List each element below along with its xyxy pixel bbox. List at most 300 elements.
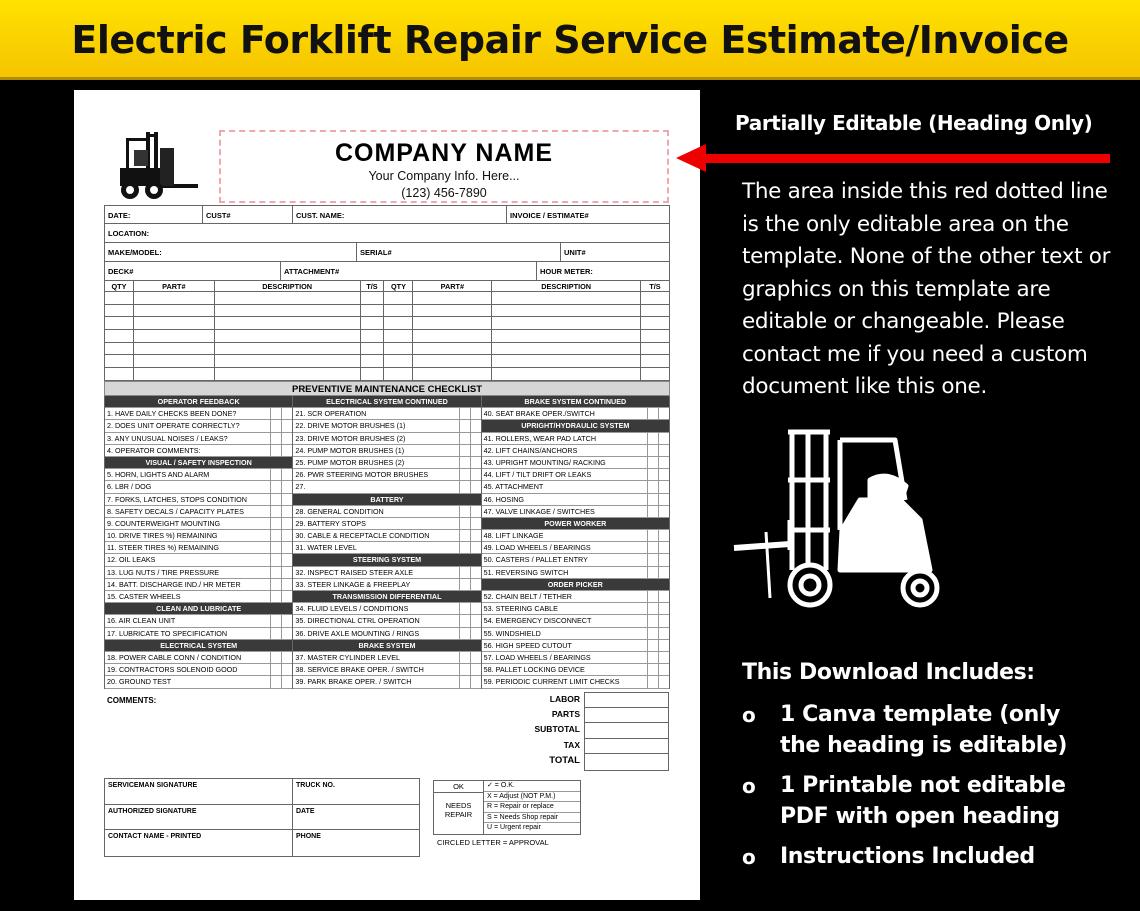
pm-item-text: ELECTRICAL SYSTEM CONTINUED	[326, 397, 448, 406]
parts-cell[interactable]	[105, 342, 134, 355]
parts-cell[interactable]	[214, 368, 360, 381]
parts-cell[interactable]	[133, 304, 214, 317]
parts-cell[interactable]	[384, 304, 413, 317]
pm-check-box[interactable]	[658, 652, 669, 663]
pm-check-box[interactable]	[459, 408, 470, 419]
download-item	[742, 842, 1080, 873]
pm-item-text: 26. PWR STEERING MOTOR BRUSHES	[295, 470, 429, 480]
parts-cell[interactable]	[492, 304, 641, 317]
pm-item	[105, 591, 292, 603]
customer-info-grid	[104, 205, 670, 281]
parts-cell[interactable]	[214, 317, 360, 330]
pm-check-box[interactable]	[647, 433, 658, 444]
pm-item-text: 19. CONTRACTORS SOLENOID GOOD	[107, 665, 238, 675]
pm-check-box[interactable]	[270, 628, 281, 639]
total-row	[529, 707, 669, 722]
pm-check-box[interactable]	[281, 591, 292, 602]
pm-item	[293, 408, 480, 420]
parts-cell[interactable]	[133, 368, 214, 381]
pm-item-text: 18. POWER CABLE CONN / CONDITION	[107, 652, 242, 662]
banner-title: Electric Forklift Repair Service Estimate/Invoice	[71, 18, 1069, 62]
pm-check-box[interactable]	[270, 518, 281, 529]
parts-cell[interactable]	[105, 317, 134, 330]
pm-item	[482, 494, 669, 506]
pm-item-text: STEERING SYSTEM	[352, 555, 422, 565]
pm-check-box[interactable]	[658, 445, 669, 456]
pm-item	[293, 615, 480, 627]
pm-check-box[interactable]	[470, 445, 481, 456]
pm-check-box[interactable]	[459, 530, 470, 541]
parts-cell[interactable]	[413, 292, 492, 305]
pm-check-box[interactable]	[658, 481, 669, 492]
pm-check-box[interactable]	[647, 591, 658, 602]
total-value-field[interactable]	[584, 753, 669, 771]
pm-section-header	[293, 591, 480, 603]
pm-section-header	[105, 640, 292, 652]
parts-cell[interactable]	[413, 317, 492, 330]
pm-item	[293, 628, 480, 640]
pm-check-box[interactable]	[270, 542, 281, 553]
pm-item-text: 51. REVERSING SWITCH	[483, 567, 569, 577]
pm-check-box[interactable]	[270, 591, 281, 602]
pm-item-text: 56. HIGH SPEED CUTOUT	[483, 640, 572, 650]
parts-row	[105, 355, 670, 368]
pm-item-text: 35. DIRECTIONAL CTRL OPERATION	[295, 616, 420, 626]
pm-check-box[interactable]	[470, 664, 481, 675]
pm-check-box[interactable]	[281, 530, 292, 541]
pm-check-box[interactable]	[647, 494, 658, 505]
parts-cell[interactable]	[360, 317, 384, 330]
pm-item-text: VISUAL / SAFETY INSPECTION	[145, 457, 252, 467]
pm-check-box[interactable]	[459, 457, 470, 468]
pm-check-box[interactable]	[647, 652, 658, 663]
total-label: TOTAL	[549, 754, 580, 766]
pm-check-box[interactable]	[281, 433, 292, 444]
pm-item	[293, 530, 480, 542]
pm-item-text: 22. DRIVE MOTOR BRUSHES (1)	[295, 421, 406, 431]
pm-check-box[interactable]	[270, 615, 281, 626]
pm-check-box[interactable]	[658, 506, 669, 517]
pm-check-box[interactable]	[459, 676, 470, 687]
pm-item-text: 6. LBR / DOG	[107, 482, 152, 492]
parts-cell[interactable]	[492, 355, 641, 368]
parts-cell[interactable]	[413, 330, 492, 343]
pm-section-header	[105, 603, 292, 615]
pm-item-text: TRANSMISSION DIFFERENTIAL	[332, 592, 442, 601]
parts-header-cell: QTY	[105, 281, 134, 292]
pm-check-box[interactable]	[270, 481, 281, 492]
pm-item	[482, 652, 669, 664]
pm-check-box[interactable]	[270, 494, 281, 505]
pm-item-text: 46. HOSING	[483, 494, 524, 504]
pm-check-box[interactable]	[270, 554, 281, 565]
parts-cell[interactable]	[384, 292, 413, 305]
pm-item-text: 10. DRIVE TIRES %) REMAINING	[107, 531, 218, 541]
phone-label: PHONE	[296, 833, 321, 840]
parts-cell[interactable]	[640, 317, 669, 330]
pm-check-box[interactable]	[470, 530, 481, 541]
pm-item-text: 7. FORKS, LATCHES, STOPS CONDITION	[107, 494, 247, 504]
pm-check-box[interactable]	[647, 628, 658, 639]
title-banner	[0, 0, 1140, 80]
parts-cell[interactable]	[413, 355, 492, 368]
pm-check-box[interactable]	[270, 530, 281, 541]
parts-cell[interactable]	[360, 304, 384, 317]
pm-item-text: 42. LIFT CHAINS/ANCHORS	[483, 445, 578, 455]
pm-item	[482, 554, 669, 566]
pm-check-box[interactable]	[658, 676, 669, 687]
pm-check-box[interactable]	[459, 542, 470, 553]
pm-check-box[interactable]	[658, 469, 669, 480]
parts-cell[interactable]	[133, 330, 214, 343]
pm-item-text: 59. PERIODIC CURRENT LIMIT CHECKS	[483, 677, 620, 687]
pm-column	[105, 396, 293, 689]
parts-cell[interactable]	[640, 355, 669, 368]
pm-item	[105, 433, 292, 445]
parts-cell[interactable]	[360, 355, 384, 368]
legend-ok: OK	[434, 781, 483, 793]
pm-check-box[interactable]	[647, 664, 658, 675]
pm-item	[105, 567, 292, 579]
pm-check-box[interactable]	[470, 518, 481, 529]
pm-item	[105, 445, 292, 457]
pm-item-text: 48. LIFT LINKAGE	[483, 531, 544, 541]
pm-check-box[interactable]	[658, 640, 669, 651]
pm-check-box[interactable]	[658, 457, 669, 468]
pm-check-box[interactable]	[281, 506, 292, 517]
pm-item	[293, 518, 480, 530]
pm-check-box[interactable]	[658, 554, 669, 565]
pm-item-text: CLEAN AND LUBRICATE	[156, 604, 242, 614]
parts-cell[interactable]	[413, 342, 492, 355]
red-arrow-line	[700, 154, 1110, 163]
pm-check-box[interactable]	[281, 554, 292, 565]
pm-section-header	[482, 396, 669, 408]
status-legend	[433, 780, 581, 835]
pm-item-text: 17. LUBRICATE TO SPECIFICATION	[107, 628, 228, 638]
pm-check-box[interactable]	[270, 433, 281, 444]
pm-item-text: 21. SCR OPERATION	[295, 409, 367, 419]
pm-item-text: 13. LUG NUTS / TIRE PRESSURE	[107, 567, 220, 577]
pm-check-box[interactable]	[658, 615, 669, 626]
total-label: SUBTOTAL	[534, 724, 580, 735]
pm-check-box[interactable]	[281, 445, 292, 456]
pm-item-text: 5. HORN, LIGHTS AND ALARM	[107, 470, 210, 480]
pm-item	[105, 494, 292, 506]
total-value-field[interactable]	[584, 707, 669, 722]
parts-cell[interactable]	[133, 317, 214, 330]
pm-check-box[interactable]	[647, 603, 658, 614]
pm-check-box[interactable]	[470, 542, 481, 553]
pm-item-text: 58. PALLET LOCKING DEVICE	[483, 665, 585, 675]
pm-check-box[interactable]	[281, 542, 292, 553]
pm-check-box[interactable]	[647, 469, 658, 480]
bullet-icon: o	[742, 774, 756, 798]
editable-note-heading: Partially Editable (Heading Only)	[735, 111, 1093, 135]
pm-item	[293, 420, 480, 432]
pm-check-box[interactable]	[647, 615, 658, 626]
pm-check-box[interactable]	[270, 445, 281, 456]
invoice-label: INVOICE / ESTIMATE#	[510, 211, 589, 220]
parts-cell[interactable]	[640, 368, 669, 381]
pm-check-box[interactable]	[658, 542, 669, 553]
pm-check-box[interactable]	[658, 567, 669, 578]
pm-check-box[interactable]	[470, 457, 481, 468]
company-name: COMPANY NAME	[334, 139, 554, 167]
circled-letter-note: CIRCLED LETTER = APPROVAL	[437, 838, 549, 847]
parts-cell[interactable]	[360, 292, 384, 305]
editable-heading-area[interactable]	[219, 130, 669, 203]
pm-item-text: 37. MASTER CYLINDER LEVEL	[295, 652, 400, 662]
parts-cell[interactable]	[413, 304, 492, 317]
pm-check-box[interactable]	[459, 506, 470, 517]
pm-item-text: 57. LOAD WHEELS / BEARINGS	[483, 652, 591, 662]
parts-header-cell: DESCRIPTION	[214, 281, 360, 292]
pm-check-box[interactable]	[658, 408, 669, 419]
pm-check-box[interactable]	[281, 481, 292, 492]
pm-check-box[interactable]	[459, 420, 470, 431]
pm-item	[293, 676, 480, 688]
parts-header-cell: PART#	[133, 281, 214, 292]
parts-cell[interactable]	[214, 342, 360, 355]
parts-cell[interactable]	[133, 355, 214, 368]
parts-cell[interactable]	[384, 355, 413, 368]
pm-check-box[interactable]	[470, 603, 481, 614]
parts-cell[interactable]	[133, 292, 214, 305]
legend-item: S = Needs Shop repair	[484, 813, 580, 824]
parts-cell[interactable]	[492, 330, 641, 343]
parts-cell[interactable]	[105, 330, 134, 343]
parts-cell[interactable]	[133, 342, 214, 355]
pm-item-text: 45. ATTACHMENT	[483, 482, 544, 492]
pm-check-box[interactable]	[647, 640, 658, 651]
parts-cell[interactable]	[105, 355, 134, 368]
pm-check-box[interactable]	[647, 676, 658, 687]
parts-cell[interactable]	[384, 368, 413, 381]
pm-item-text: 49. LOAD WHEELS / BEARINGS	[483, 543, 591, 553]
pm-item	[293, 457, 480, 469]
pm-check-box[interactable]	[270, 506, 281, 517]
pm-item	[105, 408, 292, 420]
pm-item	[293, 469, 480, 481]
pm-check-box[interactable]	[647, 530, 658, 541]
legend-item: X = Adjust (NOT P.M.)	[484, 792, 580, 803]
pm-check-box[interactable]	[459, 469, 470, 480]
pm-item-text: 15. CASTER WHEELS	[107, 592, 181, 601]
parts-cell[interactable]	[105, 368, 134, 381]
parts-cell[interactable]	[492, 368, 641, 381]
pm-section-header	[293, 640, 480, 652]
pm-check-box[interactable]	[658, 494, 669, 505]
pm-check-box[interactable]	[470, 628, 481, 639]
pm-check-box[interactable]	[281, 567, 292, 578]
pm-check-box[interactable]	[459, 433, 470, 444]
total-label: PARTS	[551, 709, 580, 720]
pm-check-box[interactable]	[470, 676, 481, 687]
pm-section-header	[105, 396, 292, 408]
pm-check-box[interactable]	[459, 652, 470, 663]
pm-check-box[interactable]	[270, 420, 281, 431]
pm-check-box[interactable]	[459, 603, 470, 614]
pm-check-box[interactable]	[270, 567, 281, 578]
parts-cell[interactable]	[384, 330, 413, 343]
parts-cell[interactable]	[640, 342, 669, 355]
pm-item	[482, 591, 669, 603]
pm-check-box[interactable]	[470, 567, 481, 578]
pm-item-text: 43. UPRIGHT MOUNTING/ RACKING	[483, 457, 606, 467]
parts-cell[interactable]	[214, 304, 360, 317]
pm-item-text: 4. OPERATOR COMMENTS:	[107, 445, 201, 455]
pm-item-text: 27.	[295, 482, 306, 492]
pm-check-box[interactable]	[281, 652, 292, 663]
pm-check-box[interactable]	[658, 628, 669, 639]
pm-section-header	[293, 494, 480, 506]
company-info: Your Company Info. Here...	[368, 169, 520, 183]
parts-row	[105, 304, 670, 317]
pm-check-box[interactable]	[270, 664, 281, 675]
download-item-text: 1 Canva template (only the heading is editable)	[780, 702, 1068, 758]
pm-item	[482, 469, 669, 481]
pm-check-box[interactable]	[647, 457, 658, 468]
pm-check-box[interactable]	[470, 579, 481, 590]
parts-cell[interactable]	[492, 317, 641, 330]
editable-note-paragraph: The area inside this red dotted line is the only editable area on the template. None of the other text or graphics on this template are editable or changeable. Please contact me if you need a custom document like this one.	[742, 179, 1111, 399]
signature-box	[104, 778, 420, 857]
total-value-field[interactable]	[584, 722, 669, 737]
pm-check-box[interactable]	[647, 542, 658, 553]
parts-cell[interactable]	[214, 355, 360, 368]
pm-check-box[interactable]	[270, 469, 281, 480]
cust-label: CUST#	[203, 206, 293, 223]
pm-check-box[interactable]	[647, 408, 658, 419]
pm-item-text: 47. VALVE LINKAGE / SWITCHES	[483, 506, 595, 516]
parts-cell[interactable]	[105, 304, 134, 317]
pm-item	[293, 481, 480, 493]
pm-check-box[interactable]	[459, 481, 470, 492]
pm-check-box[interactable]	[658, 603, 669, 614]
parts-cell[interactable]	[492, 342, 641, 355]
parts-cell[interactable]	[214, 292, 360, 305]
pm-check-box[interactable]	[459, 615, 470, 626]
pm-item-text: 52. CHAIN BELT / TETHER	[483, 592, 572, 601]
pm-item	[293, 433, 480, 445]
pm-check-box[interactable]	[647, 554, 658, 565]
parts-cell[interactable]	[360, 330, 384, 343]
pm-check-box[interactable]	[658, 530, 669, 541]
parts-row	[105, 292, 670, 305]
parts-cell[interactable]	[384, 342, 413, 355]
invoice-document	[74, 90, 700, 900]
parts-cell[interactable]	[360, 342, 384, 355]
pm-check-box[interactable]	[281, 664, 292, 675]
company-phone: (123) 456-7890	[401, 186, 487, 200]
pm-check-box[interactable]	[281, 494, 292, 505]
pm-item	[293, 506, 480, 518]
cust-name-label: CUST. NAME:	[293, 206, 507, 223]
pm-check-box[interactable]	[281, 615, 292, 626]
hour-meter-label: HOUR METER:	[540, 267, 593, 276]
pm-check-box[interactable]	[658, 591, 669, 602]
pm-check-box[interactable]	[647, 506, 658, 517]
pm-check-box[interactable]	[270, 652, 281, 663]
pm-item-text: 1. HAVE DAILY CHECKS BEEN DONE?	[107, 409, 237, 419]
pm-check-box[interactable]	[459, 567, 470, 578]
total-label: TAX	[563, 739, 580, 750]
pm-check-box[interactable]	[281, 469, 292, 480]
pm-check-box[interactable]	[281, 579, 292, 590]
pm-check-box[interactable]	[270, 676, 281, 687]
legend-item: U = Urgent repair	[487, 824, 541, 831]
pm-column	[482, 396, 670, 689]
pm-check-box[interactable]	[470, 433, 481, 444]
parts-cell[interactable]	[640, 292, 669, 305]
pm-check-box[interactable]	[281, 518, 292, 529]
parts-header-cell: DESCRIPTION	[492, 281, 641, 292]
pm-item-text: 54. EMERGENCY DISCONNECT	[483, 616, 592, 626]
pm-item	[293, 567, 480, 579]
pm-item-text: 41. ROLLERS, WEAR PAD LATCH	[483, 433, 597, 443]
parts-cell[interactable]	[384, 317, 413, 330]
parts-cell[interactable]	[214, 330, 360, 343]
pm-check-box[interactable]	[270, 408, 281, 419]
pm-check-box[interactable]	[459, 518, 470, 529]
pm-check-box[interactable]	[647, 567, 658, 578]
parts-cell[interactable]	[640, 330, 669, 343]
pm-check-box[interactable]	[459, 579, 470, 590]
pm-check-box[interactable]	[470, 481, 481, 492]
legend-needs-repair: NEEDS REPAIR	[444, 801, 473, 819]
pm-check-box[interactable]	[459, 445, 470, 456]
pm-check-box[interactable]	[470, 506, 481, 517]
pm-item-text: 20. GROUND TEST	[107, 677, 172, 687]
authorized-signature-label: AUTHORIZED SIGNATURE	[105, 805, 293, 830]
pm-check-box[interactable]	[270, 579, 281, 590]
pm-check-box[interactable]	[470, 469, 481, 480]
pm-check-box[interactable]	[281, 408, 292, 419]
parts-header-cell: PART#	[413, 281, 492, 292]
parts-cell[interactable]	[492, 292, 641, 305]
total-row	[529, 692, 669, 707]
total-value-field[interactable]	[584, 692, 669, 707]
parts-cell[interactable]	[640, 304, 669, 317]
pm-check-box[interactable]	[470, 420, 481, 431]
pm-item	[482, 676, 669, 688]
pm-item	[105, 615, 292, 627]
pm-check-box[interactable]	[470, 408, 481, 419]
parts-cell[interactable]	[360, 368, 384, 381]
parts-cell[interactable]	[413, 368, 492, 381]
pm-item-text: ORDER PICKER	[547, 579, 603, 589]
pm-check-box[interactable]	[658, 433, 669, 444]
pm-check-box[interactable]	[470, 615, 481, 626]
pm-check-box[interactable]	[459, 664, 470, 675]
pm-item-text: 9. COUNTERWEIGHT MOUNTING	[107, 518, 221, 528]
pm-check-box[interactable]	[281, 676, 292, 687]
total-value-field[interactable]	[584, 738, 669, 753]
pm-check-box[interactable]	[647, 445, 658, 456]
parts-cell[interactable]	[105, 292, 134, 305]
bullet-icon: o	[742, 845, 756, 869]
pm-check-box[interactable]	[647, 481, 658, 492]
pm-check-box[interactable]	[459, 628, 470, 639]
download-item-text: 1 Printable not editable PDF with open heading	[780, 773, 1066, 829]
pm-check-box[interactable]	[658, 664, 669, 675]
pm-check-box[interactable]	[281, 420, 292, 431]
make-model-label: MAKE/MODEL:	[105, 243, 357, 261]
pm-check-box[interactable]	[470, 652, 481, 663]
location-label: LOCATION:	[108, 229, 150, 238]
pm-check-box[interactable]	[281, 628, 292, 639]
